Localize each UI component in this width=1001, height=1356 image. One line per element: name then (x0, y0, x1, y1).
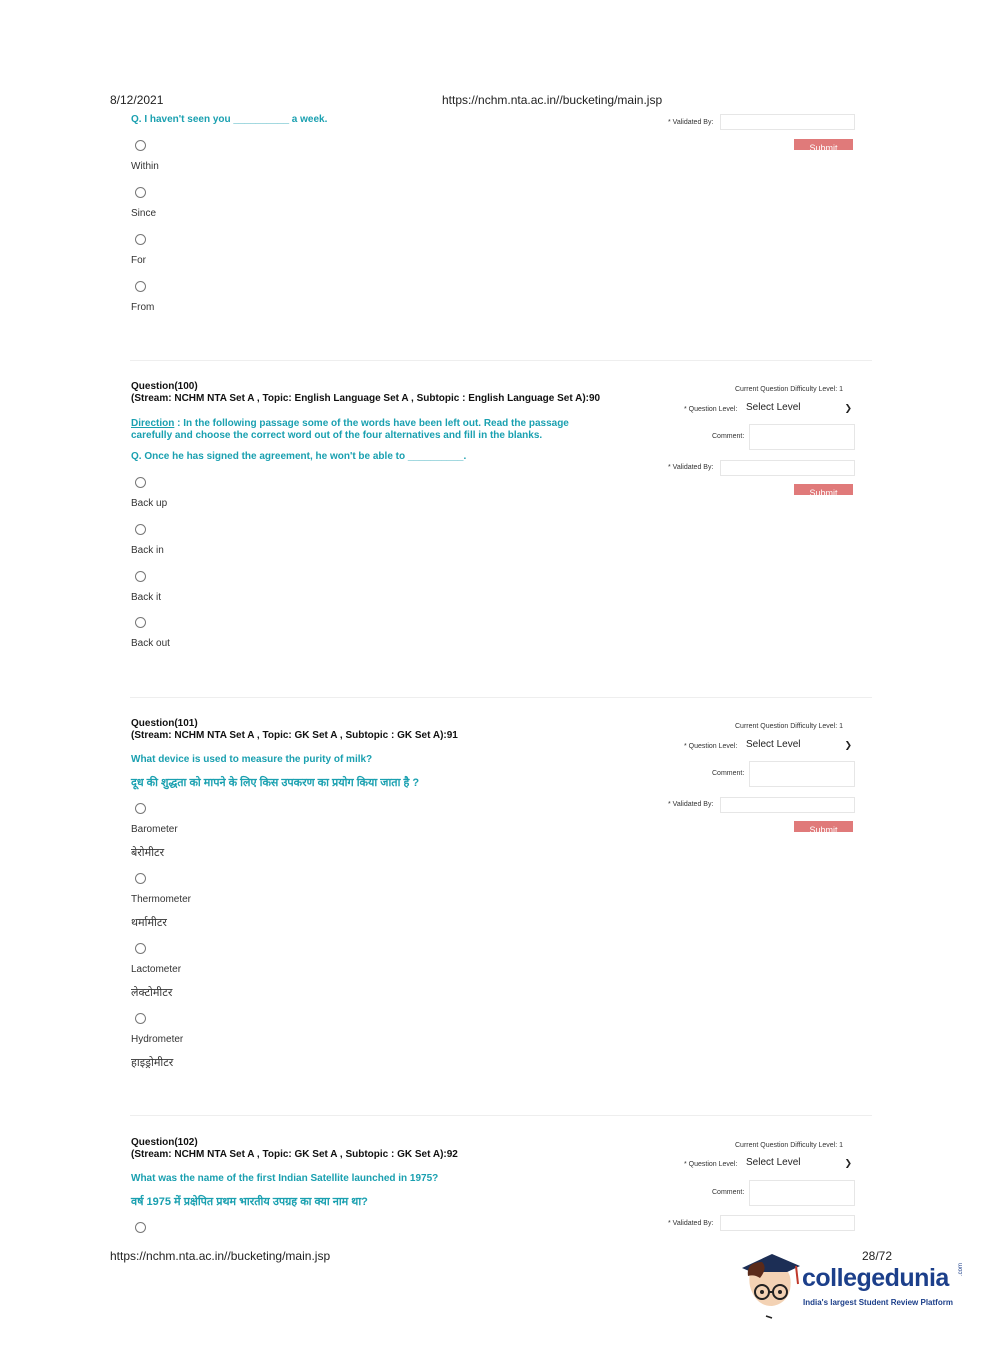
q99-option-1-radio[interactable] (135, 140, 146, 151)
logo-wordmark: collegedunia (802, 1264, 949, 1292)
q100-direction-link[interactable]: Direction (131, 418, 175, 429)
q100-option-1-radio[interactable] (135, 477, 146, 488)
q101-option-3-hindi: लेक्टोमीटर (131, 987, 173, 999)
q101-comment-input[interactable] (749, 761, 855, 787)
q100-option-3-label: Back it (131, 592, 162, 603)
q99-validated-input[interactable] (720, 114, 855, 130)
q100-direction-text: : In the following passage some of the words have been left out. Read the passage carefully and choose the correct word out of the four alternatives and fill in the blanks. (131, 418, 569, 441)
chevron-down-icon: ❯ (844, 740, 852, 750)
q102-question: What was the name of the first Indian Satellite launched in 1975? (131, 1173, 439, 1184)
chevron-down-icon: ❯ (844, 403, 852, 413)
q102-level-value: Select Level (746, 1157, 801, 1168)
logo-suffix: .com (958, 1262, 964, 1276)
q101-question-hindi: दूध की शुद्धता को मापने के लिए किस उपकरण का प्रयोग किया जाता है ? (131, 777, 420, 789)
q102-title: Question(102) (131, 1137, 198, 1148)
q99-option-4-label: From (131, 302, 155, 313)
q102-difficulty: Current Question Difficulty Level: 1 (735, 1142, 844, 1149)
q100-direction (131, 418, 601, 442)
q102-validated-input[interactable] (720, 1215, 855, 1231)
q100-option-3-radio[interactable] (135, 571, 146, 582)
q101-option-2-hindi: थर्मामीटर (131, 917, 167, 929)
q100-option-4-radio[interactable] (135, 617, 146, 628)
q99-option-3-label: For (131, 255, 146, 266)
q102-comment-label: Comment: (712, 1189, 745, 1196)
q101-validated-label: * Validated By: (668, 801, 714, 808)
q100-level-select[interactable] (746, 402, 854, 416)
q101-option-4-label: Hydrometer (131, 1034, 184, 1045)
q101-option-4-radio[interactable] (135, 1013, 146, 1024)
collegedunia-mascot-icon (738, 1248, 802, 1320)
q99-validated-label: * Validated By: (668, 119, 714, 126)
chevron-down-icon: ❯ (844, 1158, 852, 1168)
q100-option-2-label: Back in (131, 545, 164, 556)
q100-submit-button[interactable]: Submit (794, 484, 853, 495)
q101-level-select[interactable] (746, 739, 854, 753)
q102-level-label: * Question Level: (684, 1161, 738, 1168)
q101-submit-button[interactable]: Submit (794, 821, 853, 832)
q101-option-2-radio[interactable] (135, 873, 146, 884)
q101-option-1-label: Barometer (131, 824, 178, 835)
q100-validated-label: * Validated By: (668, 464, 714, 471)
q100-validated-input[interactable] (720, 460, 855, 476)
q102-stream: (Stream: NCHM NTA Set A , Topic: GK Set A , Subtopic : GK Set A):92 (131, 1149, 458, 1160)
q102-option-1-radio[interactable] (135, 1222, 146, 1233)
q101-option-4-hindi: हाइड्रोमीटर (131, 1057, 174, 1069)
logo-tagline: India's largest Student Review Platform (803, 1298, 953, 1307)
q100-option-2-radio[interactable] (135, 524, 146, 535)
q100-question: Q. Once he has signed the agreement, he won't be able to __________. (131, 451, 467, 462)
q102-comment-input[interactable] (749, 1180, 855, 1206)
q101-validated-input[interactable] (720, 797, 855, 813)
print-date: 8/12/2021 (110, 93, 164, 107)
q99-question: Q. I haven't seen you __________ a week. (131, 114, 328, 125)
q100-difficulty: Current Question Difficulty Level: 1 (735, 386, 844, 393)
q100-stream: (Stream: NCHM NTA Set A , Topic: English Language Set A , Subtopic : English Language Set A):90 (131, 393, 601, 404)
q100-level-label: * Question Level: (684, 406, 738, 413)
q100-option-4-label: Back out (131, 638, 170, 649)
q102-question-hindi: वर्ष 1975 में प्रक्षेपित प्रथम भारतीय उपग्रह का क्या नाम था? (131, 1196, 368, 1208)
q100-comment-input[interactable] (749, 424, 855, 450)
q102-validated-label: * Validated By: (668, 1220, 714, 1227)
q101-option-1-radio[interactable] (135, 803, 146, 814)
q101-option-2-label: Thermometer (131, 894, 192, 905)
q101-difficulty: Current Question Difficulty Level: 1 (735, 723, 844, 730)
q101-question: What device is used to measure the purity of milk? (131, 754, 373, 765)
q99-option-1-label: Within (131, 161, 159, 172)
separator (130, 1115, 872, 1116)
page-number: 28/72 (862, 1249, 893, 1263)
q101-option-1-hindi: बेरोमीटर (131, 847, 165, 859)
q99-option-2-label: Since (131, 208, 157, 219)
separator (130, 697, 872, 698)
q100-option-1-label: Back up (131, 498, 168, 509)
q101-stream: (Stream: NCHM NTA Set A , Topic: GK Set A , Subtopic : GK Set A):91 (131, 730, 458, 741)
q100-title: Question(100) (131, 381, 198, 392)
footer-url: https://nchm.nta.ac.in//bucketing/main.jsp (110, 1249, 331, 1263)
q99-option-4-radio[interactable] (135, 281, 146, 292)
q100-level-value: Select Level (746, 402, 801, 413)
q100-comment-label: Comment: (712, 433, 745, 440)
q101-title: Question(101) (131, 718, 198, 729)
separator (130, 360, 872, 361)
print-url: https://nchm.nta.ac.in//bucketing/main.jsp (442, 93, 663, 107)
q101-level-value: Select Level (746, 739, 801, 750)
q99-option-2-radio[interactable] (135, 187, 146, 198)
q101-option-3-label: Lactometer (131, 964, 182, 975)
q101-level-label: * Question Level: (684, 743, 738, 750)
q102-level-select[interactable] (746, 1157, 854, 1171)
q101-option-3-radio[interactable] (135, 943, 146, 954)
q99-submit-button[interactable]: Submit (794, 139, 853, 150)
q99-option-3-radio[interactable] (135, 234, 146, 245)
q101-comment-label: Comment: (712, 770, 745, 777)
